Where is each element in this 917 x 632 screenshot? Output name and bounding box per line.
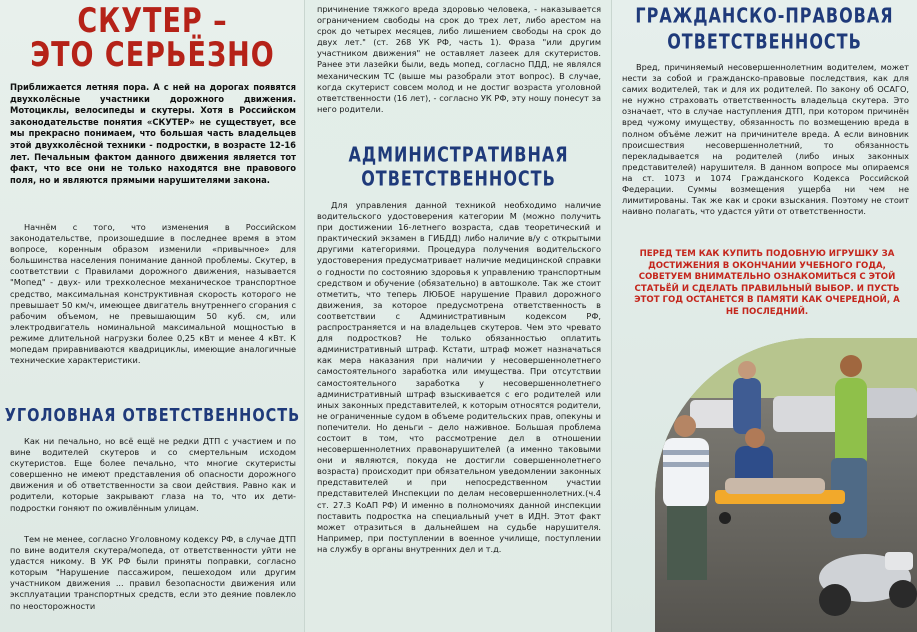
main-title-line1: СКУТЕР – — [77, 2, 228, 41]
intro-paragraph: Приближается летняя пора. А с ней на дорогах появятся двухколёсные участники дорожного движения. Мотоциклы, велосипеды и скутеры. Хотя в Российском законодательстве понятия «СКУТЕР» не существует, все мы прекрасно понимаем, что большая часть владельцев этой двухколёсной техники - подростки, в возрасте 12-16 лет. Печальным фактом данного движения является тот факт, что все они не только находятся вне правового поля, но и являются прямыми нарушителями закона. — [10, 82, 296, 185]
warning-text: ПЕРЕД ТЕМ КАК КУПИТЬ ПОДОБНУЮ ИГРУШКУ ЗА ДОСТИЖЕНИЯ В ОКОНЧАНИИ УЧЕБНОГО ГОДА, СОВЕТУЕМ ВНИМАТЕЛЬНО ОЗНАКОМИТЬСЯ С ЭТОЙ СТАТЬЁЙ И СДЕЛАТЬ ПРАВИЛЬНЫЙ ВЫБОР. И ПУСТЬ ЭТОТ ГОД ОСТАНЕТСЯ В ПАМЯТИ КАК ОЧЕРЕДНОЙ, А НЕ ПОСЛЕДНИЙ. — [634, 249, 900, 317]
civil-liability-heading-line1: ГРАЖДАНСКО-ПРАВОВАЯ — [635, 3, 894, 28]
panel-middle — [305, 0, 612, 632]
admin-paragraph: Для управления данной техникой необходимо наличие водительского удостоверения категории М (можно получить при достижении 16-летнего возраста, сдав теоретический и практический экзамен в ГИБДД) либо наличие в/у с открытыми другими категориями. Процедура получения водительского удостоверения предусматривает наличие медицинской справки о годности по состоянию здоровья к управлению транспортным средством и обучение (обязательно) в автошколе. Так же стоит отметить, что теперь ЛЮБОЕ нарушение Правил дорожного движения, за которое предусмотрена ответственность в соответствии с Административным кодексом РФ, распространяется и на владельцев скутеров. Чем это чревато для подростков? Не только обязанностью оплатить административный штраф. Кстати, штраф может назначаться как мера наказания при наличии у несовершеннолетнего самостоятельного заработка или имущества. При отсутствии самостоятельного заработка у несовершеннолетнего административный штраф взыскивается с его родителей или иных законных представителей, к которым относятся родители, не ограниченные судом в объеме родительских прав, опекуны и попечители. Но деньги – дело наживное. Большая проблема состоит в том, что рассмотрение дел в отношении несовершеннолетних правонарушителей (а именно таковыми они и являются, покуда не достигли совершеннолетнего возраста) происходит при обязательном уведомлении законных представителей и при непосредственном участии представителей Инспекции по делам несовершеннолетних.(ч.4 ст. 27.3 КоАП РФ) И именно в полномочиях данной инспекции поставить подростка на специальный учет в ИДН. Этот факт может отразиться в дальнейшем на судьбе нарушителя. Например, при поступлении в военное училище, поступлении на службу в органы внутренних дел и т.д. — [317, 200, 601, 554]
main-title-line2: ЭТО СЕРЬЁЗНО — [30, 36, 275, 75]
criminal-paragraph-1: Как ни печально, но всё ещё не редки ДТП с участием и по вине водителей скутеров и со смертельным исходом скутеристов. Еще более печально, что многие скутеристы совершенно не имеют представления об опасности дорожного движения и об ответственности за свои действия. Равно как и родители, которые закрывают глаза на то, что их дети-подростки гоняют по оживлённым улицам. — [10, 436, 296, 513]
moped-definition-paragraph: Начнём с того, что изменения в Российском законодательстве, произошедшие в последнее время в этом вопросе, коренным образом изменили «привычное» для большинства населения понимание данной проблемы. Скутер, в соответствии с Правилами дорожного движения, называется "Мопед" - двух- или трехколесное механическое транспортное средство, максимальная конструктивная скорость которого не превышает 50 км/ч, имеющее двигатель внутреннего сгорания с рабочим объемом, не превышающим 50 куб. см, или электродвигатель номинальной максимальной мощностью в режиме длительной нагрузки более 0,25 кВт и менее 4 кВт. К мопедам приравниваются квадрициклы, имеющие аналогичные технические характеристики. — [10, 222, 296, 366]
admin-liability-heading-line1: АДМИНИСТРАТИВНАЯ — [348, 142, 569, 167]
criminal-liability-heading: УГОЛОВНАЯ ОТВЕТСТВЕННОСТЬ — [4, 406, 301, 426]
criminal-paragraph-2: Тем не менее, согласно Уголовному кодексу РФ, в случае ДТП по вине водителя скутера/мопеда, от ответственности уйти не удастся никому. В УК РФ были приняты поправки, согласно которым "Нарушение пассажиром, пешеходом или другим участником движения ... правил безопасности движения или эксплуатации транспортных средств, если это деяние повлекло по неосторожности — [10, 534, 296, 611]
panel-left — [0, 0, 305, 632]
civil-liability-heading-line2: ОТВЕТСТВЕННОСТЬ — [667, 29, 862, 54]
civil-paragraph: Вред, причиняемый несовершеннолетним водителем, может нести за собой и гражданско-правовые последствия, как для самих водителей, так и для их родителей. По закону об ОСАГО, не нужно страховать ответственность владельца скутера. Это означает, что в случае наступления ДТП, при котором причинён вред чужому имуществу, обязанность по возмещению вреда в полном объёме лежит на причинителе вреда. А если виновник происшествия несовершеннолетний, то обязанность перекладывается на родителей (либо иных законных представителей) нарушителя. В данном вопросе мы опираемся на ст. 1073 и 1074 Гражданского Кодекса Российской Федерации. Суммы возмещения ущерба ни чем не лимитированы. Так же как и сроки взыскания. Поэтому не стоит наивно полагать, что удастся уйти от ответственности. — [622, 62, 909, 217]
admin-liability-heading-line2: ОТВЕТСТВЕННОСТЬ — [361, 166, 556, 191]
criminal-paragraph-continued: причинение тяжкого вреда здоровью человека, - наказывается ограничением свободы на срок до трех лет, либо арестом на срок до четырех месяцев, либо лишением свободы на срок до двух лет." (ст. 268 УК РФ, часть 1). Фраза "или другим участником движения" не оставляет лазеек для скутеристов. Ранее эти лазейки были, ведь мопед, согласно ПДД, не являлся механическим ТС (выше мы разобрали этот вопрос). В случае, когда скутерист совсем молод и не достиг возраста уголовной ответственности (16 лет), - согласно УК РФ, эту ношу понесут за него родители. — [317, 4, 601, 114]
